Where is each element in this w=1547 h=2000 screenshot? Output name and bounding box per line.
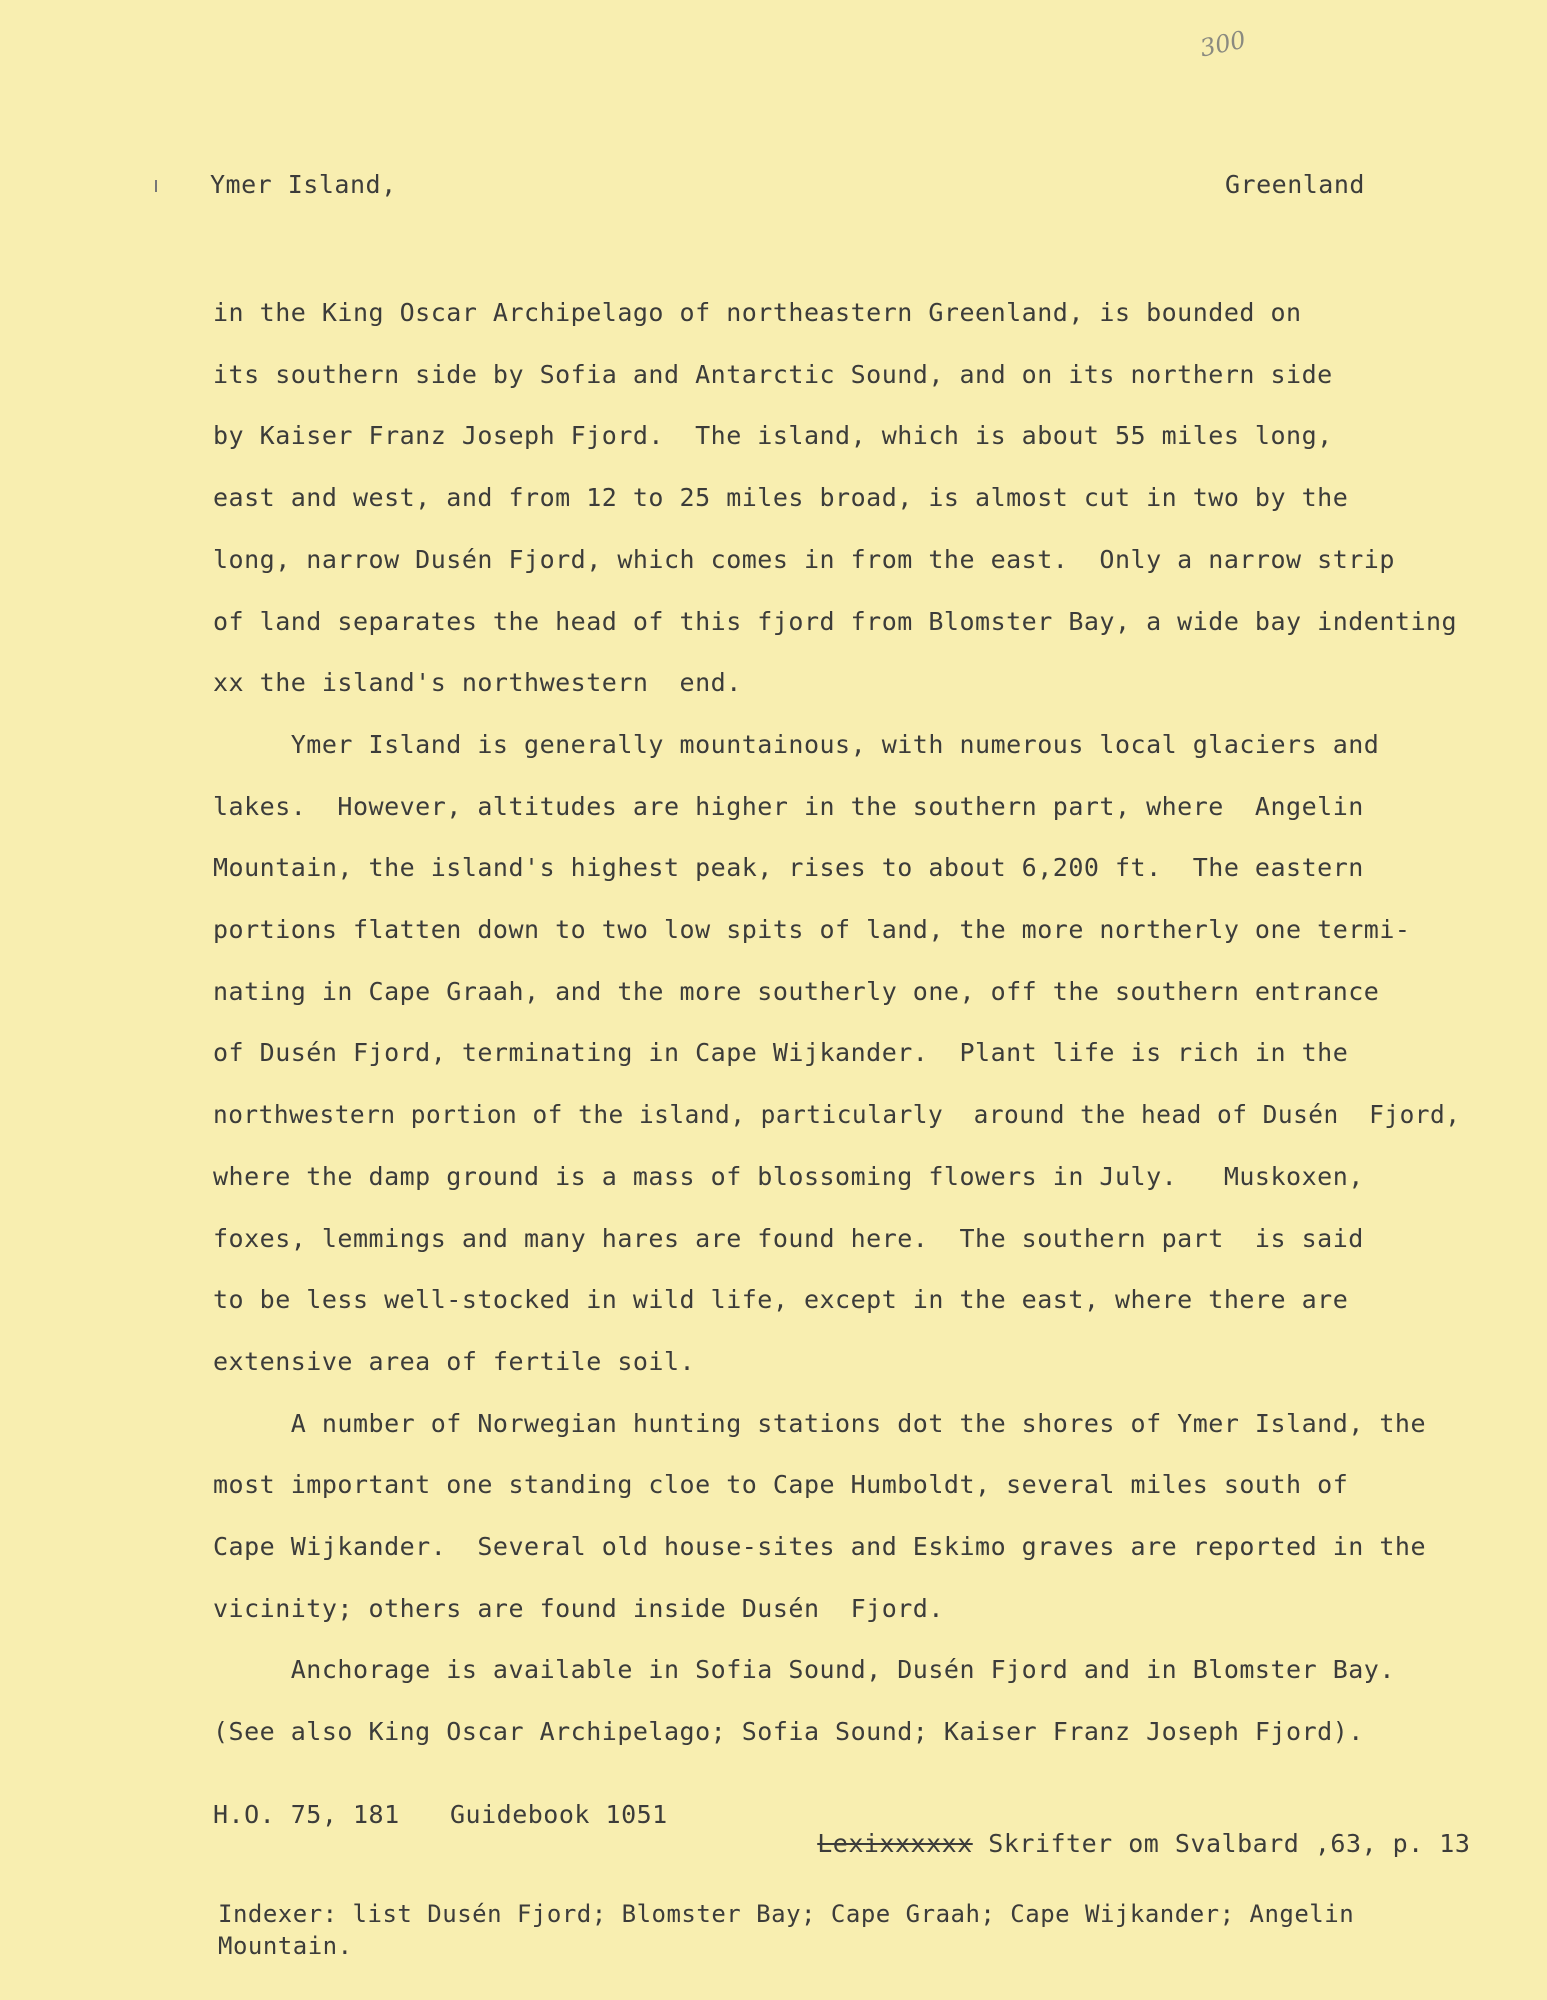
text-line: east and west, and from 12 to 25 miles broad, is almost cut in two by the — [213, 483, 1349, 513]
region-title: Greenland — [1225, 170, 1365, 199]
text-line: its southern side by Sofia and Antarctic Sound, and on its northern side — [213, 359, 1333, 389]
text-line: of Dusén Fjord, terminating in Cape Wijkander. Plant life is rich in the — [213, 1038, 1349, 1068]
text-line: northwestern portion of the island, particularly around the head of Dusén Fjord, — [213, 1100, 1461, 1130]
text-line: Cape Wijkander. Several old house-sites and Eskimo graves are reported in the — [213, 1532, 1426, 1561]
text-line: foxes, lemmings and many hares are found here. The southern part is said — [213, 1223, 1364, 1253]
text-line: extensive area of fertile soil. — [213, 1346, 696, 1376]
text-line: vicinity; others are found inside Dusén Fjord. — [213, 1593, 944, 1623]
text-line: long, narrow Dusén Fjord, which comes in from the east. Only a narrow strip — [213, 544, 1395, 574]
text-line: of land separates the head of this fjord from Blomster Bay, a wide bay indenting — [213, 606, 1458, 636]
indexer-note: Indexer: list Dusén Fjord; Blomster Bay; Cape Graah; Cape Wijkander; Angelin Mountain. — [218, 1900, 1355, 1960]
text-line: lakes. However, altitudes are higher in the southern part, where Angelin — [213, 791, 1364, 821]
text-line: xx the island's northwestern end. — [213, 668, 742, 698]
source-reference-2: Guidebook 1051 — [450, 1800, 668, 1829]
struck-text: Lexixxxxxx — [817, 1829, 973, 1858]
text-line: nating in Cape Graah, and the more southerly one, off the southern entrance — [213, 976, 1380, 1006]
text-line: most important one standing cloe to Cape Humboldt, several miles south of — [213, 1470, 1349, 1500]
source-reference-3 — [755, 1800, 1470, 1887]
text-line: Ymer Island is generally mountainous, with numerous local glaciers and — [213, 729, 1380, 759]
handwritten-page-number: 300 — [1197, 25, 1249, 63]
text-line: Anchorage is available in Sofia Sound, Dusén Fjord and in Blomster Bay. — [213, 1655, 1395, 1685]
text-line: (See also King Oscar Archipelago; Sofia Sound; Kaiser Franz Joseph Fjord). — [213, 1717, 1364, 1747]
text-line: by Kaiser Franz Joseph Fjord. The island, which is about 55 miles long, — [213, 421, 1333, 451]
source-reference-3-text: Skrifter om Svalbard ,63, p. 13 — [972, 1829, 1471, 1858]
text-line: A number of Norwegian hunting stations dot the shores of Ymer Island, the — [213, 1408, 1426, 1438]
entry-title: Ymer Island, — [210, 170, 397, 199]
margin-mark — [155, 180, 157, 192]
text-line: in the King Oscar Archipelago of northeastern Greenland, is bounded on — [213, 298, 1302, 327]
text-line: Mountain, the island's highest peak, rises to about 6,200 ft. The eastern — [213, 853, 1364, 883]
source-reference-1: H.O. 75, 181 — [213, 1800, 400, 1829]
text-line: to be less well-stocked in wild life, except in the east, where there are — [213, 1285, 1349, 1315]
text-line: where the damp ground is a mass of blossoming flowers in July. Muskoxen, — [213, 1161, 1364, 1191]
text-line: portions flatten down to two low spits of land, the more northerly one termi- — [213, 915, 1411, 944]
